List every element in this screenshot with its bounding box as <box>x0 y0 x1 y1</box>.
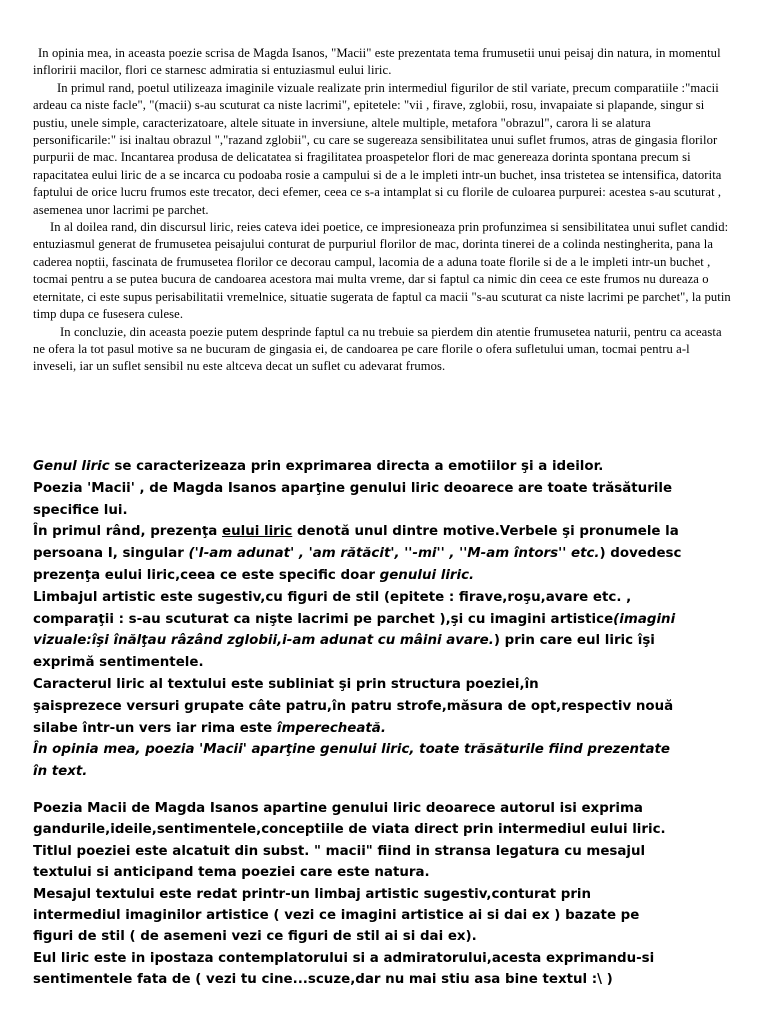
essay3-line: Eul liric este in ipostaza contemplatorului si a admiratorului,acesta exprimandu-si <box>33 950 655 966</box>
essay2-line: persoana I, singular ('I-am adunat' , 'am rătăcit', ''-mi'' , ''M-am întors'' etc.) dovedesc <box>33 546 682 562</box>
essay2-line: Poezia 'Macii' , de Magda Isanos aparţine genului liric deoarece are toate trăsăturile <box>33 480 673 496</box>
essay3-line: gandurile,ideile,sentimentele,conceptiile de viata direct prin intermediul eului liric. <box>33 822 666 838</box>
essay2-line: silabe într-un vers iar rima este împerecheată. <box>33 720 386 736</box>
essay2-line: şaisprezece versuri grupate câte patru,în patru strofe,măsura de opt,respectiv nouă <box>33 698 674 714</box>
essay1-paragraph-second: In al doilea rand, din discursul liric, reies cateva idei poetice, ce impresioneaza prin profunzimea si sensibilitatea unui suflet candid: entuziasmul generat de frumusetea peisajului conturat de purpuriul florilor de mac, dorinta tinerei de a colinda nestingherita, pana la caderea noptii, fascinata de frumusetea florilor ce decorau campul, lacomia de a aduna toate florile si de a le impleti intr-un buchet , tocmai pentru a se putea bucura de candoarea acestora mai multa vreme, dar si faptul ca nimic din ceea ce este frumos nu dureaza o eternitate, ci este supus perisabilitatii vremelnice, situatie sugerata de faptul ca macii "s-au scuturat ca niste lacrimi pe parchet", la putin timp dupa ce fusesera culese. <box>33 220 731 322</box>
essay2-line: specifice lui. <box>33 502 128 518</box>
essay-bold-block-2 <box>33 798 743 991</box>
essay1-paragraph-intro: In opinia mea, in aceasta poezie scrisa de Magda Isanos, "Macii" este prezentata tema frumusetii unui peisaj din natura, in momentul infloririi macilor, flori ce starnesc admiratia si entuziasmul eului liric. <box>33 46 721 78</box>
essay2-line: Caracterul liric al textului este subliniat şi prin structura poeziei,în <box>33 676 539 692</box>
essay2-line: în text. <box>33 764 88 780</box>
essay3-line: intermediul imaginilor artistice ( vezi ce imagini artistice ai si dai ex ) bazate pe <box>33 908 640 924</box>
essay3-line: textului si anticipand tema poeziei care este natura. <box>33 865 430 881</box>
essay2-term: Genul liric <box>33 459 110 474</box>
essay3-line: figuri de stil ( de asemeni vezi ce figuri de stil ai si dai ex). <box>33 929 477 945</box>
essay-serif-block <box>33 45 733 376</box>
essay3-line: Mesajul textului este redat printr-un limbaj artistic sugestiv,conturat prin <box>33 886 592 902</box>
essay2-line: Genul liric se caracterizeaza prin exprimarea directa a emotiilor şi a ideilor. <box>33 459 604 474</box>
essay3-line: Titlul poeziei este alcatuit din subst. " macii" fiind in stransa legatura cu mesajul <box>33 843 646 859</box>
essay2-line: prezenţa eului liric,ceea ce este specific doar genului liric. <box>33 567 475 583</box>
essay2-line: În opinia mea, poezia 'Macii' aparţine genului liric, toate trăsăturile fiind prezentate <box>33 742 670 758</box>
essay3-line: Poezia Macii de Magda Isanos apartine genului liric deoarece autorul isi exprima <box>33 801 643 816</box>
essay2-line: În primul rând, prezenţa eului liric denotă unul dintre motive.Verbele şi pronumele la <box>33 524 679 540</box>
essay2-line: comparaţii : s-au scuturat ca nişte lacrimi pe parchet ),şi cu imagini artistice(imagini <box>33 611 676 627</box>
underlined-term: eului liric <box>221 524 293 540</box>
essay2-line: Limbajul artistic este sugestiv,cu figuri de stil (epitete : firave,roşu,avare etc. , <box>33 589 632 605</box>
essay2-line: vizuale:îşi înălţau râzând zglobii,i-am adunat cu mâini avare.) prin care eul liric îşi <box>33 633 655 649</box>
essay-bold-block <box>33 456 743 783</box>
essay2-line: exprimă sentimentele. <box>33 655 204 671</box>
essay1-paragraph-first: In primul rand, poetul utilizeaza imaginile vizuale realizate prin intermediul figurilor de stil variate, precum comparatiile :"macii ardeau ca niste facle", "(macii) s-au scuturat ca niste lacrimi", epitetele: "vii , firave, zglobii, rosu, invapaiate si plapande, singur si pustiu, unele simple, caracterizatoare, altele situate in inversiune, altele multiple, metafora "obrazul", carora li se alatura personificarile:" isi inaltau obrazul ","razand zglobii", cu care se sugereaza sensibilitatea unui suflet frumos, atras de gingasia florilor purpurii de mac. Incantarea produsa de delicatatea si fragilitatea proaspetelor flori de mac genereaza dorinta spontana precum si rapacitatea eului liric de a se incarca cu podoaba rosie a campului si de a le impleti intr-un buchet, insa tristetea se intensifica, datorita faptului de orice lucru frumos este trecator, deci efemer, ceea ce s-a intamplat si cu florile de culoarea purpurei: acestea s-au scuturat , asemenea unor lacrimi pe parchet. <box>33 80 722 217</box>
essay3-line: sentimentele fata de ( vezi tu cine...scuze,dar nu mai stiu asa bine textul :\ ) <box>33 972 613 988</box>
essay1-paragraph-conclusion: In concluzie, din aceasta poezie putem desprinde faptul ca nu trebuie sa pierdem din atentie frumusetea naturii, pentru ca aceasta ne ofera la tot pasul motive sa ne bucuram de gingasia ei, de candoarea pe care florile o ofera sufletului uman, tocmai pentru a-l inveseli, iar un suflet sensibil nu este altceva decat un suflet cu adevarat frumos. <box>33 324 722 374</box>
